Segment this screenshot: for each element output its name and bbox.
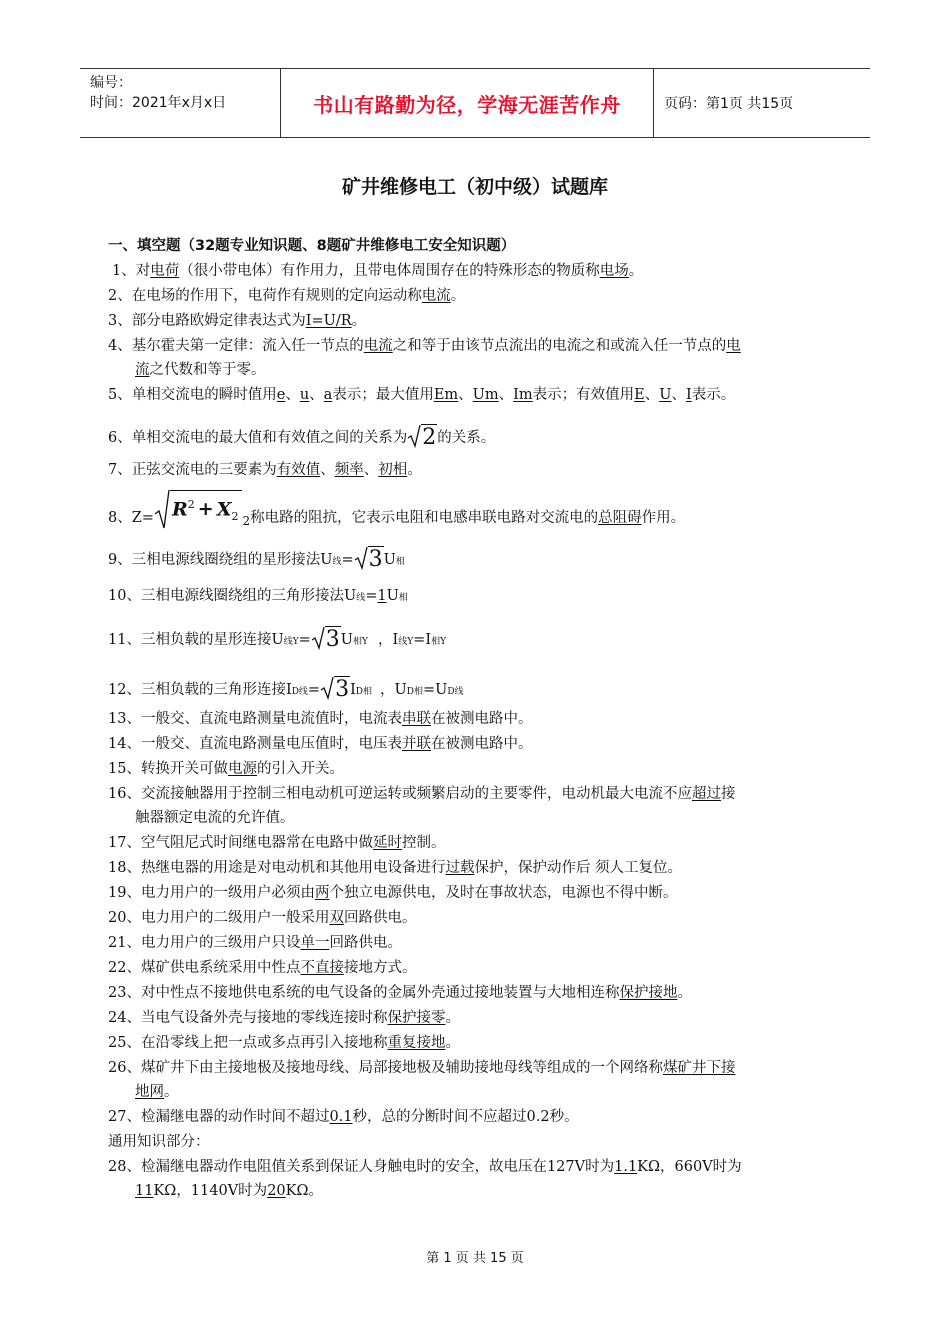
question-20: 20、电力用户的二级用户一般采用双回路供电。: [108, 910, 417, 926]
sqrt-3: 3: [311, 626, 341, 652]
header-motto-cell: [280, 69, 654, 137]
question-2: 2、在电场的作用下，电荷作有规则的定向运动称电流。: [108, 288, 466, 304]
question-1: 1、对电荷（很小带电体）有作用力，且带电体周围存在的特殊形态的物质称电场。: [112, 263, 644, 279]
question-22: 22、煤矿供电系统采用中性点不直接接地方式。: [108, 960, 417, 976]
question-6: 6、单相交流电的最大值和有效值之间的关系为 2的关系。: [108, 425, 496, 450]
question-17: 17、空气阻尼式时间继电器常在电路中做延时控制。: [108, 835, 446, 851]
question-4: 4、基尔霍夫第一定律：流入任一节点的电流之和等于由该节点流出的电流之和或流入任一节点的电 流之代数和等于零。: [108, 338, 741, 378]
time-label: 时间：2021年x月x日: [90, 95, 227, 111]
question-3: 3、部分电路欧姆定律表达式为I=U/R。: [108, 313, 367, 329]
sqrt-impedance: $R^2 + X_2$: [154, 488, 242, 530]
question-21: 21、电力用户的三级用户只设单一回路供电。: [108, 935, 402, 951]
question-8: 8、 Z= $R^2 + X_2$ 2 称电路的阻抗，它表示电阻和电感串联电路对交流电的 总阻碍 作用。: [108, 484, 685, 530]
question-16: 16、交流接触器用于控制三相电动机可逆运转或频繁启动的主要零件，电动机最大电流不应超过接 触器额定电流的允许值。: [108, 786, 736, 826]
question-23: 23、对中性点不接地供电系统的电气设备的金属外壳通过接地装置与大地相连称保护接地。: [108, 985, 692, 1001]
document-title: 矿井维修电工（初中级）试题库: [341, 176, 608, 198]
code-label: 编号：: [90, 75, 132, 91]
sqrt-3: 3: [320, 676, 350, 702]
motto: 书山有路勤为径，学海无涯苦作舟: [313, 92, 621, 117]
header-meta: [80, 69, 280, 137]
question-11: 11、三相负载的星形连接U线Y= 3U相Y ，I线Y=I相Y: [108, 627, 447, 652]
question-10: 10、三相电源线圈绕组的三角形接法U线=1U相: [108, 588, 408, 604]
question-24: 24、当电气设备外壳与接地的零线连接时称保护接零。: [108, 1010, 460, 1026]
question-15: 15、转换开关可做电源的引入开关。: [108, 761, 344, 777]
sqrt-2: 2: [407, 424, 437, 450]
question-27: 27、检漏继电器的动作时间不超过0.1秒，总的分断时间不应超过0.2秒。: [108, 1109, 579, 1125]
question-19: 19、电力用户的一级用户必须由两个独立电源供电，及时在事故状态，电源也不得中断。: [108, 885, 678, 901]
question-18: 18、热继电器的用途是对电动机和其他用电设备进行过载保护，保护动作后 须人工复位。: [108, 860, 683, 876]
general-knowledge-label: 通用知识部分：: [108, 1134, 210, 1150]
page-footer: 第 1 页 共 15 页: [426, 1251, 524, 1266]
question-12: 12、三相负载的三角形连接ID线= 3ID相 ，UD相=UD线: [108, 677, 464, 702]
question-9: 9、三相电源线圈绕组的星形接法U线= 3U相: [108, 547, 405, 572]
question-26: 26、煤矿井下由主接地极及接地母线、局部接地极及辅助接地母线等组成的一个网络称煤矿井下接 地网。: [108, 1060, 736, 1100]
question-28: 28、检漏继电器动作电阻值关系到保证人身触电时的安全，故电压在127V时为1.1KΩ，660V时为 11KΩ，1140V时为20KΩ。: [108, 1159, 742, 1199]
question-7: 7、正弦交流电的三要素为有效值、频率、初相。: [108, 462, 422, 478]
question-5: 5、单相交流电的瞬时值用e、u、a表示；最大值用Em、Um、Im表示；有效值用E、U、I表示。: [108, 387, 736, 403]
question-14: 14、一般交、直流电路测量电压值时，电压表并联在被测电路中。: [108, 736, 533, 752]
page-info: 页码：第1页 共15页: [664, 96, 794, 112]
document-header: [80, 68, 870, 138]
question-25: 25、在沿零线上把一点或多点再引入接地称重复接地。: [108, 1035, 460, 1051]
header-page-cell: [654, 69, 870, 137]
sqrt-3: 3: [354, 546, 384, 572]
question-13: 13、一般交、直流电路测量电流值时，电流表串联在被测电路中。: [108, 711, 533, 727]
section-title: 一、填空题（32题专业知识题、8题矿井维修电工安全知识题）: [108, 238, 516, 254]
